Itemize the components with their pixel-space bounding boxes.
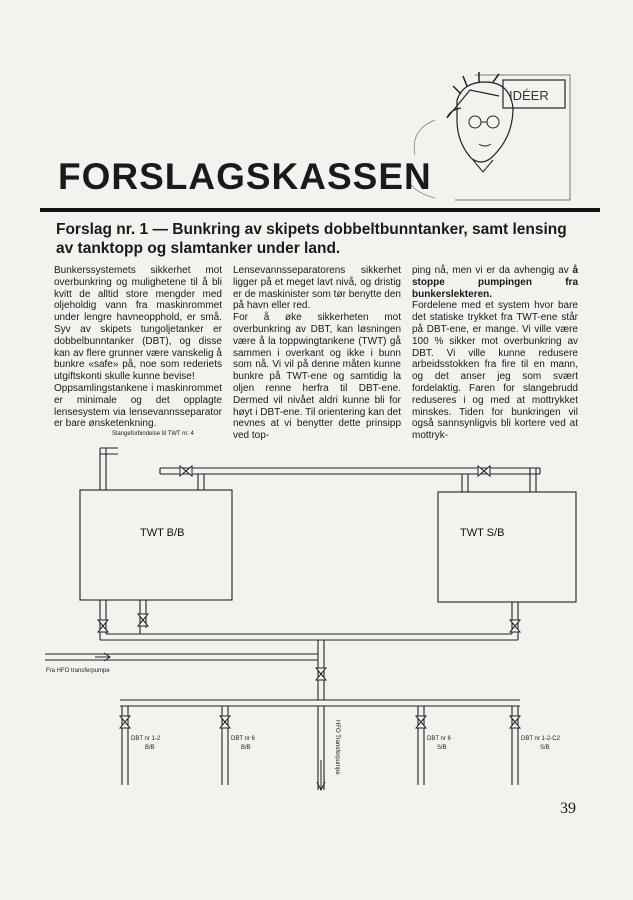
dbt-label: DBT nr 1-2-C2 — [521, 736, 560, 742]
paragraph: Oppsamlingstankene i maskinrommet er minimale og det opplagte lensesystem via lensevannsseparator er bare ønsketenkning. — [54, 382, 222, 430]
twt-sb-label: TWT S/B — [460, 527, 505, 539]
twt-tank-bb — [80, 490, 232, 600]
paragraph: Lensevannsseparatorens sikkerhet ligger på et meget lavt nivå, og dristig er de maskinister som tør benytte den på havn eller red. — [233, 265, 401, 312]
dbt-side-label: B/B — [145, 745, 155, 751]
page-number: 39 — [560, 800, 576, 817]
twt-bb-label: TWT B/B — [140, 527, 185, 539]
paragraph: For å øke sikkerheten mot overbunkring av DBT, kan løsningen være å la toppwingtankene (TWT) gå sammen i overkant og ikke i bunn som nå. Vi vil på denne måten kunne bunkre på TWT-ene og samtidig la oljen renne herfra til DBT-ene. Dermed vil nivået aldri kunne bli for høyt i DBT-ene. Til orientering kan det nevnes at vi benytter dette prinsipp ved top- — [233, 312, 401, 442]
transfer-pump-inlet-label: Fra HFO transferpumpe — [46, 668, 110, 674]
paragraph-emphasis: å stoppe pumpingen fra bunkerslekteren. — [412, 265, 578, 300]
page-title: FORSLAGSKASSEN — [58, 156, 432, 197]
ideas-sign-text: IDÉER — [509, 88, 549, 103]
paragraph: Bunkerssystemets sikkerhet mot overbunkring og mulighetene til å bli kvitt de alltid store mengder med oljeholdig vann fra maskinrommet under lengre havneopphold, er små. Syv av skipets tungoljetanker er dobbelbunntanker (DBT), og disse kan av flere grunner være vanskelig å bunkre «safe» på, noe som rederiets utgiftskonti skulle kunne bevise! — [54, 265, 222, 383]
article-subtitle: Forslag nr. 1 — Bunkring av skipets dobbeltbunntanker, samt lensing av tanktopp og slamtanker under land. — [56, 221, 567, 257]
dbt-label: DBT nr 1-2 — [131, 736, 161, 742]
dbt-label: DBT nr 6 — [231, 736, 255, 742]
dbt-side-label: S/B — [540, 745, 550, 751]
dbt-side-label: S/B — [437, 745, 447, 751]
dbt-side-label: B/B — [241, 745, 251, 751]
paragraph: Fordelene med et system hvor bare det statiske trykket fra TWT-ene står på DBT-ene, er mange. Vi ville være 100 % sikker mot overbunkring av DBT. Vi ville kunne redusere arbeidsstokken fra fire til en mann, og det anser jeg som svært fordelaktig. Faren for slangebrudd reduseres i og med at mottrykket minskes. Tiden for bunkringen vil også sannsynligvis bli kortere ved at mottryk- — [412, 300, 578, 442]
paragraph-lead: ping nå, men vi er da avhengig av — [412, 265, 569, 276]
twt-tank-sb — [438, 492, 576, 602]
hose-connection-label: Slangeforbindelse til TWT nr. 4 — [112, 431, 194, 437]
dbt-label: DBT nr 6 — [427, 736, 451, 742]
transfer-pump-outlet-label: HFO Transferpumpe — [334, 720, 340, 775]
